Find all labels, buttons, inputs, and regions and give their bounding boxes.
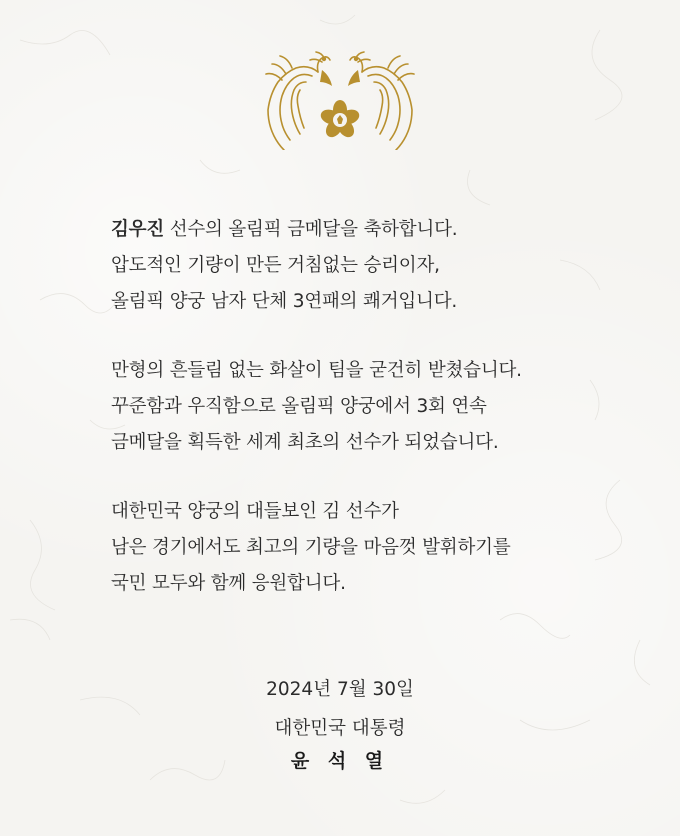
message-line: 올림픽 양궁 남자 단체 3연패의 쾌거입니다. — [111, 291, 458, 312]
message-line: 만형의 흔들림 없는 화살이 팀을 굳건히 받쳤습니다. — [111, 360, 522, 381]
message-line: 남은 경기에서도 최고의 기량을 마음껏 발휘하기를 — [111, 537, 511, 558]
message-line: 압도적인 기량이 만든 거침없는 승리이자, — [111, 255, 440, 276]
presidential-phoenix-emblem-icon — [262, 50, 418, 150]
message-paragraph-3 — [111, 494, 581, 602]
message-text: 선수의 올림픽 금메달을 축하합니다. — [164, 219, 458, 240]
signature-title: 대한민국 대통령 — [274, 718, 406, 739]
message-line: 금메달을 획득한 세계 최초의 선수가 되었습니다. — [111, 432, 499, 453]
signature-name: 윤 석 열 — [290, 750, 390, 772]
message-paragraph-2 — [111, 353, 581, 461]
congratulatory-message — [111, 212, 581, 635]
message-line: 대한민국 양궁의 대들보인 김 선수가 — [111, 501, 399, 522]
athlete-name: 김우진 — [111, 219, 165, 240]
signature-date: 2024년 7월 30일 — [266, 679, 414, 700]
message-line: 꾸준함과 우직함으로 올림픽 양궁에서 3회 연속 — [111, 396, 487, 417]
message-line: 국민 모두와 함께 응원합니다. — [111, 573, 346, 594]
message-paragraph-1 — [111, 212, 581, 320]
message-line — [111, 212, 581, 248]
